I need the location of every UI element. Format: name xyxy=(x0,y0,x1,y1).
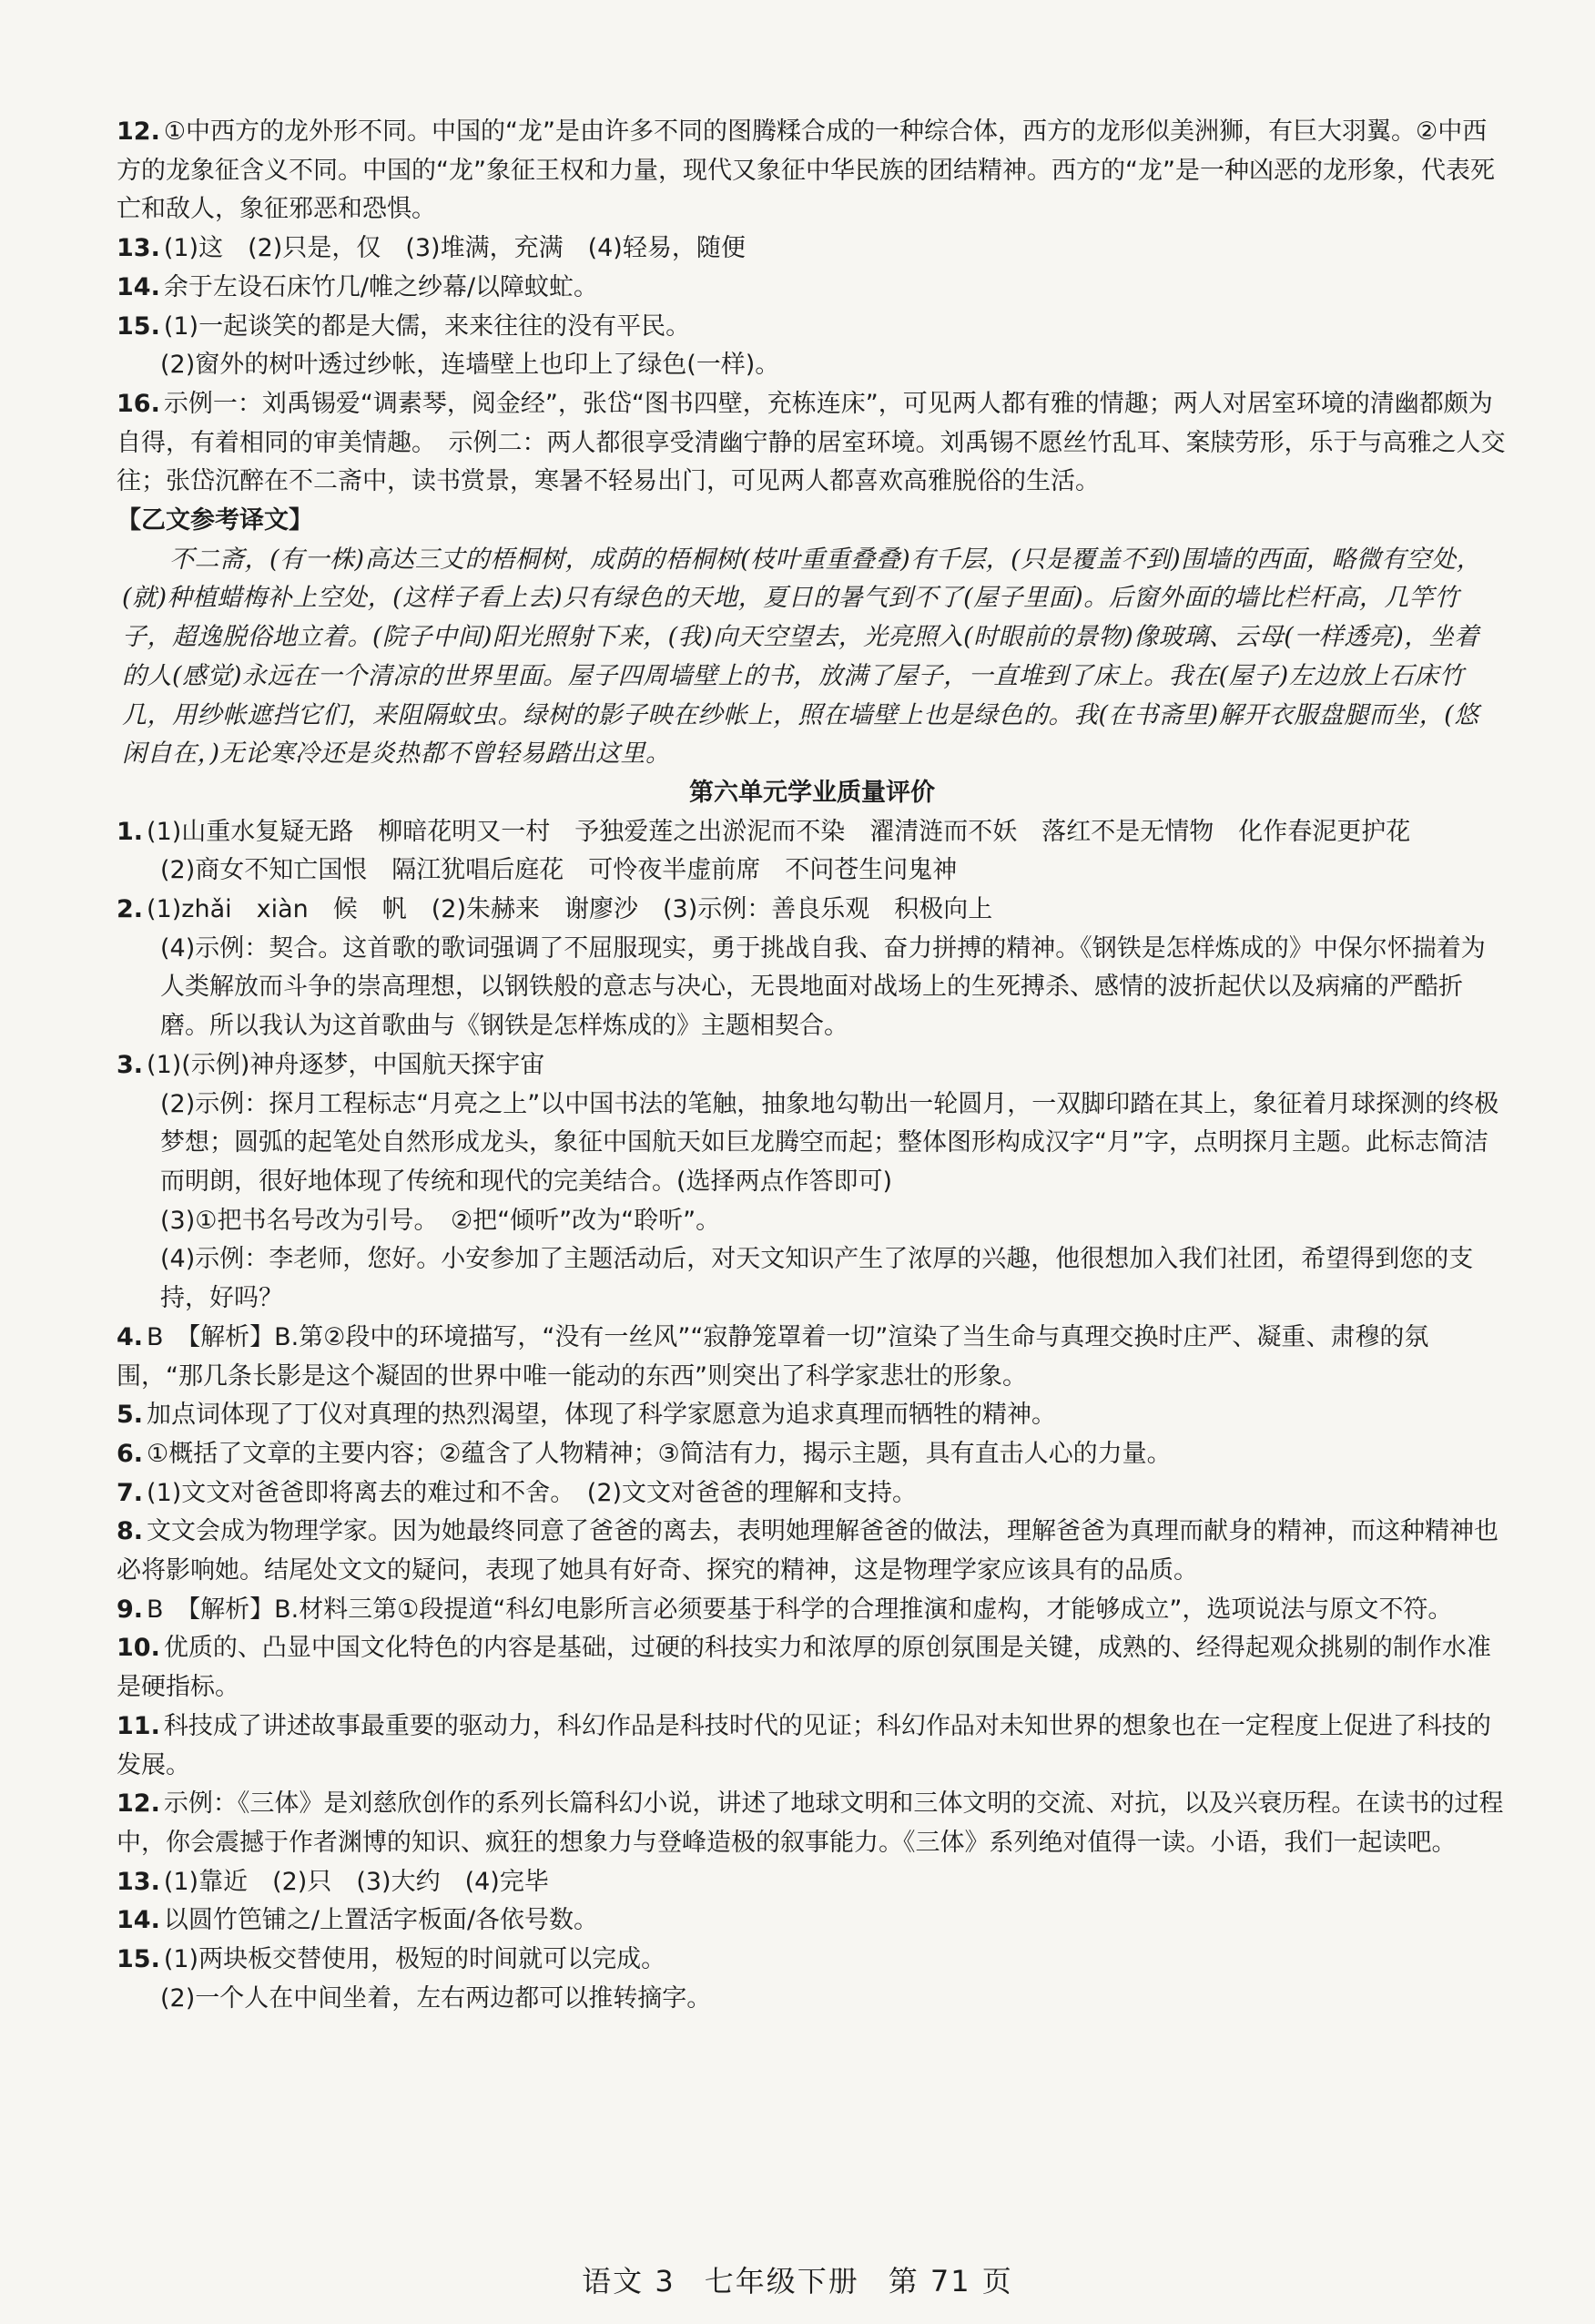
reference-translation-heading: 【乙文参考译文】 xyxy=(117,506,313,535)
item-number: 16. xyxy=(117,389,160,418)
item-number: 5. xyxy=(117,1401,144,1430)
answer-item-5 xyxy=(117,1396,1508,1435)
answer-item-9 xyxy=(117,1591,1508,1630)
item-text: (1)一起谈笑的都是大儒，来来往往的没有平民。 xyxy=(163,311,691,341)
answer-item-14b xyxy=(117,1901,1508,1941)
item-number: 3. xyxy=(117,1050,144,1079)
item-text: 文文会成为物理学家。因为她最终同意了爸爸的离去，表明她理解爸爸的做法，理解爸爸为真理而献身的精神，而这种精神也必将影响她。结尾处文文的疑问，表现了她具有好奇、探究的精神，这是物理学家应该具有的品质。 xyxy=(117,1517,1499,1585)
answer-item-8 xyxy=(117,1513,1508,1590)
item-number: 12. xyxy=(117,1789,160,1819)
item-text: 加点词体现了丁仪对真理的热烈渴望，体现了科学家愿意为追求真理而牺牲的精神。 xyxy=(147,1401,1057,1430)
item-text: 余于左设石床竹几/帷之纱幕/以障蚊虻。 xyxy=(163,272,599,301)
item-text: (1)文文对爸爸即将离去的难过和不舍。 (2)文文对爸爸的理解和支持。 xyxy=(147,1478,918,1507)
answer-item-10 xyxy=(117,1629,1508,1707)
answer-item-14 xyxy=(117,269,1508,308)
footer-subject: 语文 3 xyxy=(582,2264,676,2299)
item-number: 12. xyxy=(117,117,160,146)
item-text: 以圆竹笆铺之/上置活字板面/各依号数。 xyxy=(163,1906,599,1935)
item-number: 1. xyxy=(117,817,144,846)
answer-item-12 xyxy=(117,113,1508,229)
item-text: 科技成了讲述故事最重要的驱动力，科幻作品是科技时代的见证；科幻作品对未知世界的想象也在一定程度上促进了科技的发展。 xyxy=(117,1711,1491,1779)
item-text: (2)示例：探月工程标志“月亮之上”以中国书法的笔触，抽象地勾勒出一轮圆月，一双脚印踏在其上，象征着月球探测的终极梦想；圆弧的起笔处自然形成龙头，象征中国航天如巨龙腾空而起；整体图形构成汉字“月”字，点明探月主题。此标志简洁而明朗，很好地体现了传统和现代的完美结合。(选择两点作答即可) xyxy=(160,1089,1499,1196)
answers-part1 xyxy=(117,113,1508,502)
answer-item-15-sub2 xyxy=(117,346,1508,385)
item-text: (1)靠近 (2)只 (3)大约 (4)完毕 xyxy=(163,1867,549,1896)
item-text: (1)山重水复疑无路 柳暗花明又一村 予独爱莲之出淤泥而不染 濯清涟而不妖 落红不是无情物 化作春泥更护花 xyxy=(147,817,1411,846)
answer-item-3-sub3 xyxy=(117,1202,1508,1241)
item-number: 14. xyxy=(117,272,160,301)
answer-item-12b xyxy=(117,1785,1508,1862)
answer-item-15b xyxy=(117,1941,1508,1980)
item-number: 2. xyxy=(117,895,144,924)
answer-item-3-sub4 xyxy=(117,1240,1508,1318)
item-text: ①概括了文章的主要内容；②蕴含了人物精神；③简洁有力，揭示主题，具有直击人心的力量。 xyxy=(147,1439,1172,1468)
item-number: 7. xyxy=(117,1478,144,1507)
item-text: (4)示例：李老师，您好。小安参加了主题活动后，对天文知识产生了浓厚的兴趣，他很想加入我们社团，希望得到您的支持，好吗？ xyxy=(160,1245,1474,1313)
item-text: 示例：《三体》是刘慈欣创作的系列长篇科幻小说，讲述了地球文明和三体文明的交流、对抗，以及兴衰历程。在读书的过程中，你会震撼于作者渊博的知识、疯狂的想象力与登峰造极的叙事能力。《三体》系列绝对值得一读。小语，我们一起读吧。 xyxy=(117,1789,1504,1857)
page-content xyxy=(117,113,1508,2018)
answer-item-11 xyxy=(117,1707,1508,1785)
item-text: 优质的、凸显中国文化特色的内容是基础，过硬的科技实力和浓厚的原创氛围是关键，成熟的、经得起观众挑剔的制作水准是硬指标。 xyxy=(117,1634,1491,1702)
footer-page-number: 第 71 页 xyxy=(888,2264,1013,2299)
footer-grade: 七年级下册 xyxy=(704,2264,859,2299)
item-text: 示例一：刘禹锡爱“调素琴，阅金经”，张岱“图书四壁，充栋连床”，可见两人都有雅的情趣；两人对居室环境的清幽都颇为自得，有着相同的审美情趣。 示例二：两人都很享受清幽宁静的居室环境。刘禹锡不愿丝竹乱耳、案牍劳形，乐于与高雅之人交往；张岱沉醉在不二斋中，读书赏景，寒暑不轻易出门，可见两人都喜欢高雅脱俗的生活。 xyxy=(117,389,1506,496)
item-number: 11. xyxy=(117,1711,160,1740)
item-text: (4)示例：契合。这首歌的歌词强调了不屈服现实，勇于挑战自我、奋力拼搏的精神。《钢铁是怎样炼成的》中保尔怀揣着为人类解放而斗争的崇高理想，以钢铁般的意志与决心，无畏地面对战场上的生死搏杀、感情的波折起伏以及病痛的严酷折磨。所以我认为这首歌曲与《钢铁是怎样炼成的》主题相契合。 xyxy=(160,933,1486,1041)
item-number: 4. xyxy=(117,1322,144,1351)
answer-item-13 xyxy=(117,229,1508,269)
answer-item-16 xyxy=(117,385,1508,502)
answer-item-1 xyxy=(117,813,1508,852)
item-text: (2)窗外的树叶透过纱帐，连墙壁上也印上了绿色(一样)。 xyxy=(160,351,780,380)
answer-item-3 xyxy=(117,1046,1508,1086)
item-text: B 【解析】B.材料三第①段提道“科幻电影所言必须要基于科学的合理推演和虚构，才能够成立”，选项说法与原文不符。 xyxy=(147,1595,1453,1624)
item-text: B 【解析】B.第②段中的环境描写，“没有一丝风”“寂静笼罩着一切”渲染了当生命与真理交换时庄严、凝重、肃穆的氛围，“那几条长影是这个凝固的世界中唯一能动的东西”则突出了科学家悲壮的形象。 xyxy=(117,1322,1429,1391)
reference-translation-body: 不二斋，(有一株)高达三丈的梧桐树，成荫的梧桐树(枝叶重重叠叠)有千层，(只是覆盖不到)围墙的西面，略微有空处，(就)种植蜡梅补上空处，(这样子看上去)只有绿色的天地，夏日的暑气到不了(屋子里面)。后窗外面的墙比栏杆高，几竿竹子，超逸脱俗地立着。(院子中间)阳光照射下来，(我)向天空望去，光亮照入(时眼前的景物)像玻璃、云母(一样透亮)，坐着的人(感觉)永远在一个清凉的世界里面。屋子四周墙壁上的书，放满了屋子，一直堆到了床上。我在(屋子)左边放上石床竹几，用纱帐遮挡它们，来阻隔蚊虫。绿树的影子映在纱帐上，照在墙壁上也是绿色的。我(在书斋里)解开衣服盘腿而坐，(悠闲自在，)无论寒冷还是炎热都不曾轻易踏出这里。 xyxy=(122,545,1482,769)
section-title: 第六单元学业质量评价 xyxy=(689,778,935,807)
item-number: 15. xyxy=(117,311,160,341)
answer-item-6 xyxy=(117,1435,1508,1474)
answer-item-13b xyxy=(117,1863,1508,1902)
item-text: (1)两块板交替使用，极短的时间就可以完成。 xyxy=(163,1945,666,1974)
item-number: 8. xyxy=(117,1517,144,1546)
answer-item-2 xyxy=(117,891,1508,930)
answer-item-1-sub2 xyxy=(117,851,1508,891)
item-text: (2)一个人在中间坐着，左右两边都可以推转摘字。 xyxy=(160,1983,712,2013)
item-number: 14. xyxy=(117,1906,160,1935)
item-number: 10. xyxy=(117,1634,160,1663)
item-text: (1)(示例)神舟逐梦，中国航天探宇宙 xyxy=(147,1050,545,1079)
answer-item-4 xyxy=(117,1319,1508,1396)
answer-item-7 xyxy=(117,1474,1508,1514)
item-number: 15. xyxy=(117,1945,160,1974)
item-number: 13. xyxy=(117,1867,160,1896)
item-number: 6. xyxy=(117,1439,144,1468)
answer-item-3-sub2 xyxy=(117,1086,1508,1202)
item-text: (3)①把书名号改为引号。 ②把“倾听”改为“聆听”。 xyxy=(160,1206,721,1235)
item-text: ①中西方的龙外形不同。中国的“龙”是由许多不同的图腾糅合成的一种综合体，西方的龙形似美洲狮，有巨大羽翼。②中西方的龙象征含义不同。中国的“龙”象征王权和力量，现代又象征中华民族的团结精神。西方的“龙”是一种凶恶的龙形象，代表死亡和敌人，象征邪恶和恐惧。 xyxy=(117,117,1495,224)
page-footer xyxy=(0,2258,1595,2300)
answer-item-15b-sub2 xyxy=(117,1980,1508,2019)
answers-part2 xyxy=(117,813,1508,2019)
answer-item-15 xyxy=(117,308,1508,347)
item-number: 9. xyxy=(117,1595,144,1624)
item-text: (2)商女不知亡国恨 隔江犹唱后庭花 可怜夜半虚前席 不问苍生问鬼神 xyxy=(160,856,958,885)
item-text: (1)zhǎi xiàn 候 帆 (2)朱赫来 谢廖沙 (3)示例：善良乐观 积极向上 xyxy=(147,895,993,924)
item-number: 13. xyxy=(117,234,160,263)
answer-item-2-sub4 xyxy=(117,930,1508,1046)
item-text: (1)这 (2)只是，仅 (3)堆满，充满 (4)轻易，随便 xyxy=(163,234,746,263)
